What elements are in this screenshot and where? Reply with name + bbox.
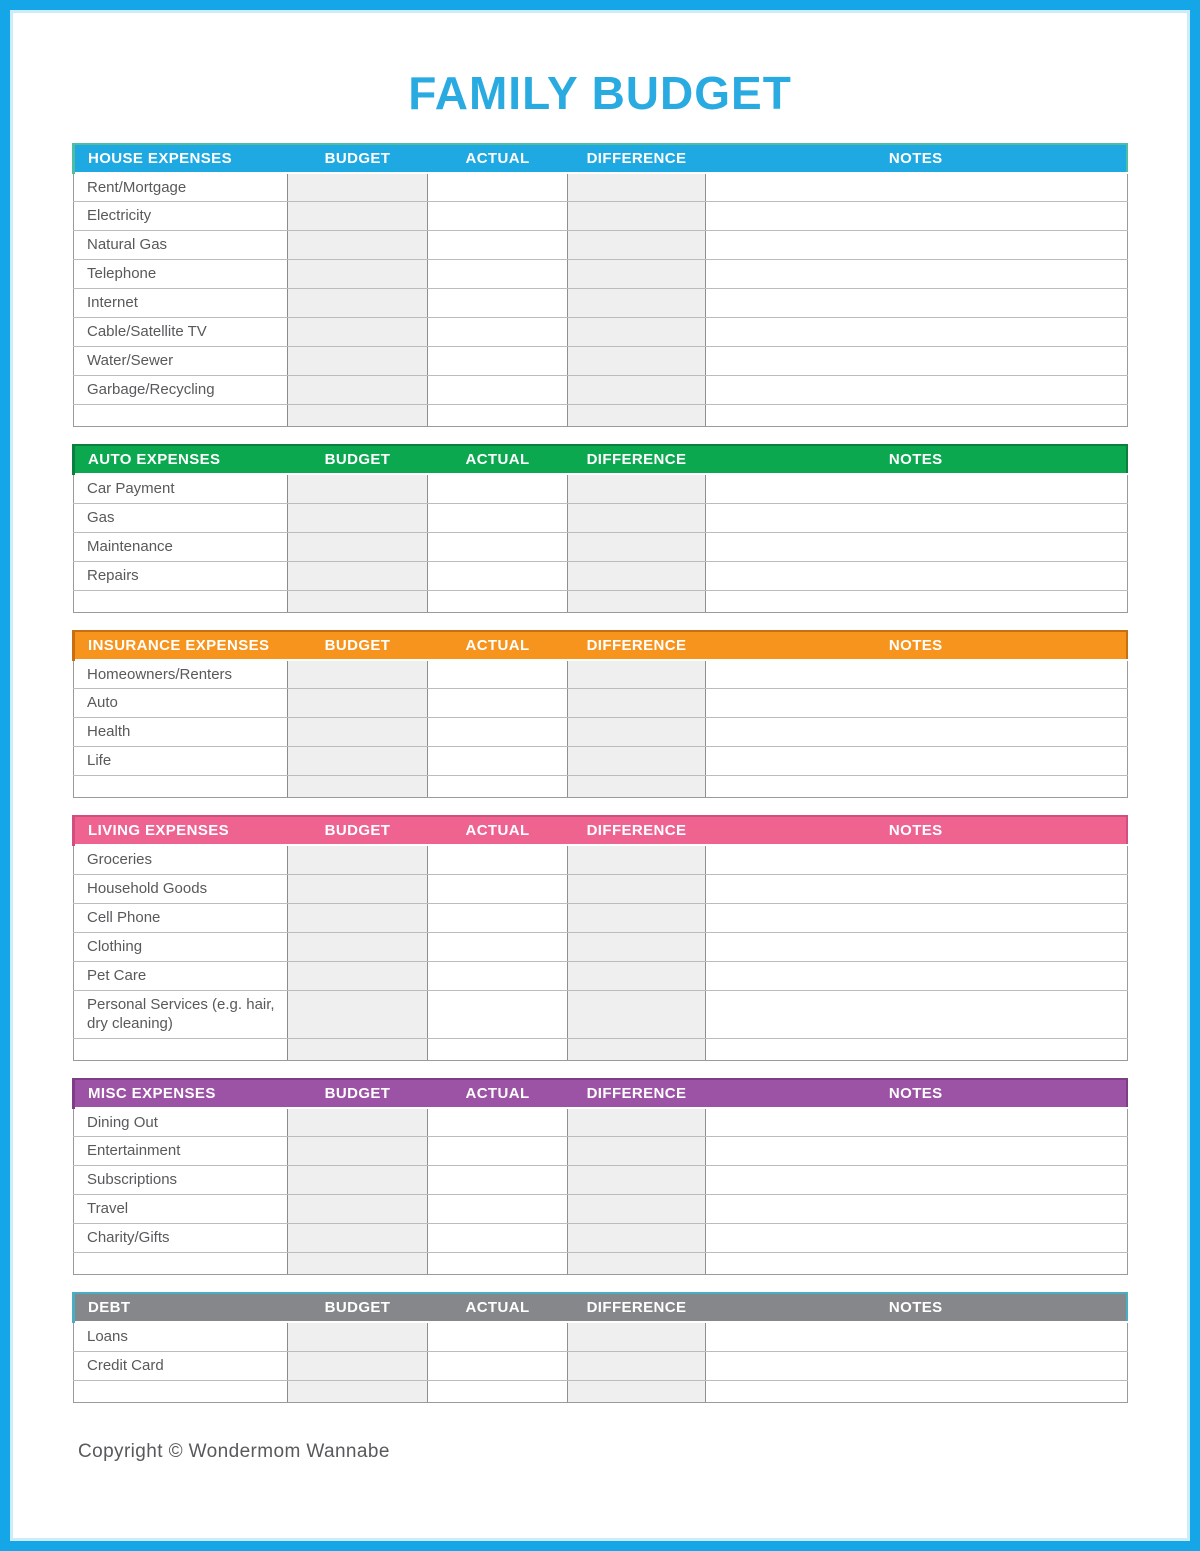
empty-row xyxy=(74,1038,1128,1060)
difference-cell[interactable] xyxy=(568,376,706,405)
column-header-difference: DIFFERENCE xyxy=(568,1293,706,1322)
notes-cell[interactable] xyxy=(706,405,1128,427)
budget-cell[interactable] xyxy=(288,990,428,1038)
expense-label: Dining Out xyxy=(74,1108,288,1137)
budget-cell[interactable] xyxy=(288,961,428,990)
actual-cell[interactable] xyxy=(428,474,568,503)
notes-cell[interactable] xyxy=(706,990,1128,1038)
expense-row xyxy=(74,990,1128,1038)
budget-cell[interactable] xyxy=(288,1380,428,1402)
budget-cell[interactable] xyxy=(288,1195,428,1224)
expense-row xyxy=(74,561,1128,590)
expense-label: Credit Card xyxy=(74,1351,288,1380)
column-header-budget: BUDGET xyxy=(288,816,428,845)
actual-cell[interactable] xyxy=(428,1108,568,1137)
expense-label: Telephone xyxy=(74,260,288,289)
notes-cell[interactable] xyxy=(706,1253,1128,1275)
difference-cell[interactable] xyxy=(568,1224,706,1253)
expense-label: Health xyxy=(74,718,288,747)
expense-row xyxy=(74,1108,1128,1137)
budget-cell[interactable] xyxy=(288,289,428,318)
notes-cell[interactable] xyxy=(706,903,1128,932)
budget-cell[interactable] xyxy=(288,903,428,932)
column-header-actual: ACTUAL xyxy=(428,445,568,474)
expense-row xyxy=(74,1137,1128,1166)
budget-cell[interactable] xyxy=(288,718,428,747)
difference-cell[interactable] xyxy=(568,260,706,289)
expense-row xyxy=(74,1322,1128,1351)
notes-cell[interactable] xyxy=(706,347,1128,376)
difference-cell[interactable] xyxy=(568,1195,706,1224)
column-header-budget: BUDGET xyxy=(288,1079,428,1108)
notes-cell[interactable] xyxy=(706,474,1128,503)
expense-label: Water/Sewer xyxy=(74,347,288,376)
expense-label xyxy=(74,590,288,612)
expense-label: Homeowners/Renters xyxy=(74,660,288,689)
difference-cell[interactable] xyxy=(568,1166,706,1195)
notes-cell[interactable] xyxy=(706,1322,1128,1351)
actual-cell[interactable] xyxy=(428,1380,568,1402)
expense-row xyxy=(74,173,1128,202)
sections-container xyxy=(72,143,1128,1403)
actual-cell[interactable] xyxy=(428,405,568,427)
budget-cell[interactable] xyxy=(288,590,428,612)
expense-row xyxy=(74,532,1128,561)
expense-label: Charity/Gifts xyxy=(74,1224,288,1253)
difference-cell[interactable] xyxy=(568,532,706,561)
notes-cell[interactable] xyxy=(706,1137,1128,1166)
expense-row xyxy=(74,718,1128,747)
difference-cell[interactable] xyxy=(568,1108,706,1137)
difference-cell[interactable] xyxy=(568,932,706,961)
notes-cell[interactable] xyxy=(706,874,1128,903)
expense-row xyxy=(74,903,1128,932)
budget-cell[interactable] xyxy=(288,347,428,376)
column-header-notes: NOTES xyxy=(706,631,1128,660)
difference-cell[interactable] xyxy=(568,845,706,874)
expense-section-table-misc xyxy=(72,1078,1128,1276)
expense-row xyxy=(74,1166,1128,1195)
expense-label xyxy=(74,1038,288,1060)
notes-cell[interactable] xyxy=(706,1166,1128,1195)
budget-cell[interactable] xyxy=(288,1108,428,1137)
expense-section-table-debt xyxy=(72,1292,1128,1403)
expense-section-table-house xyxy=(72,143,1128,428)
column-header-actual: ACTUAL xyxy=(428,1079,568,1108)
actual-cell[interactable] xyxy=(428,1195,568,1224)
notes-cell[interactable] xyxy=(706,776,1128,798)
difference-cell[interactable] xyxy=(568,1322,706,1351)
actual-cell[interactable] xyxy=(428,561,568,590)
actual-cell[interactable] xyxy=(428,590,568,612)
section-header-row xyxy=(74,144,1128,173)
budget-cell[interactable] xyxy=(288,845,428,874)
difference-cell[interactable] xyxy=(568,990,706,1038)
notes-cell[interactable] xyxy=(706,1108,1128,1137)
difference-cell[interactable] xyxy=(568,660,706,689)
section-header-row xyxy=(74,631,1128,660)
expense-label: Rent/Mortgage xyxy=(74,173,288,202)
actual-cell[interactable] xyxy=(428,660,568,689)
column-header-budget: BUDGET xyxy=(288,445,428,474)
difference-cell[interactable] xyxy=(568,318,706,347)
copyright-text: Copyright © Wondermom Wannabe xyxy=(78,1440,390,1462)
column-header-actual: ACTUAL xyxy=(428,144,568,173)
section-title-house: HOUSE EXPENSES xyxy=(74,144,288,173)
section-title-living: LIVING EXPENSES xyxy=(74,816,288,845)
empty-row xyxy=(74,776,1128,798)
difference-cell[interactable] xyxy=(568,503,706,532)
expense-row xyxy=(74,202,1128,231)
notes-cell[interactable] xyxy=(706,932,1128,961)
notes-cell[interactable] xyxy=(706,503,1128,532)
notes-cell[interactable] xyxy=(706,660,1128,689)
difference-cell[interactable] xyxy=(568,231,706,260)
notes-cell[interactable] xyxy=(706,1351,1128,1380)
budget-cell[interactable] xyxy=(288,1166,428,1195)
expense-label: Loans xyxy=(74,1322,288,1351)
actual-cell[interactable] xyxy=(428,503,568,532)
expense-row xyxy=(74,347,1128,376)
difference-cell[interactable] xyxy=(568,1380,706,1402)
notes-cell[interactable] xyxy=(706,689,1128,718)
expense-label: Garbage/Recycling xyxy=(74,376,288,405)
expense-label: Entertainment xyxy=(74,1137,288,1166)
expense-row xyxy=(74,231,1128,260)
column-header-actual: ACTUAL xyxy=(428,631,568,660)
expense-label xyxy=(74,1380,288,1402)
expense-label: Car Payment xyxy=(74,474,288,503)
difference-cell[interactable] xyxy=(568,405,706,427)
notes-cell[interactable] xyxy=(706,260,1128,289)
actual-cell[interactable] xyxy=(428,874,568,903)
expense-label: Auto xyxy=(74,689,288,718)
actual-cell[interactable] xyxy=(428,776,568,798)
actual-cell[interactable] xyxy=(428,903,568,932)
budget-cell[interactable] xyxy=(288,260,428,289)
expense-label: Personal Services (e.g. hair, dry cleaning) xyxy=(74,990,288,1038)
column-header-difference: DIFFERENCE xyxy=(568,144,706,173)
notes-cell[interactable] xyxy=(706,231,1128,260)
difference-cell[interactable] xyxy=(568,289,706,318)
expense-row xyxy=(74,289,1128,318)
budget-cell[interactable] xyxy=(288,1224,428,1253)
expense-label: Electricity xyxy=(74,202,288,231)
actual-cell[interactable] xyxy=(428,1038,568,1060)
actual-cell[interactable] xyxy=(428,289,568,318)
difference-cell[interactable] xyxy=(568,874,706,903)
budget-cell[interactable] xyxy=(288,561,428,590)
actual-cell[interactable] xyxy=(428,173,568,202)
expense-row xyxy=(74,376,1128,405)
expense-label: Groceries xyxy=(74,845,288,874)
expense-label: Gas xyxy=(74,503,288,532)
expense-row xyxy=(74,318,1128,347)
actual-cell[interactable] xyxy=(428,202,568,231)
expense-row xyxy=(74,874,1128,903)
budget-cell[interactable] xyxy=(288,874,428,903)
budget-cell[interactable] xyxy=(288,173,428,202)
expense-label xyxy=(74,776,288,798)
expense-row xyxy=(74,1351,1128,1380)
expense-row xyxy=(74,845,1128,874)
notes-cell[interactable] xyxy=(706,376,1128,405)
section-title-misc: MISC EXPENSES xyxy=(74,1079,288,1108)
difference-cell[interactable] xyxy=(568,1038,706,1060)
column-header-notes: NOTES xyxy=(706,1079,1128,1108)
actual-cell[interactable] xyxy=(428,845,568,874)
difference-cell[interactable] xyxy=(568,903,706,932)
notes-cell[interactable] xyxy=(706,590,1128,612)
notes-cell[interactable] xyxy=(706,961,1128,990)
budget-cell[interactable] xyxy=(288,1253,428,1275)
empty-row xyxy=(74,590,1128,612)
difference-cell[interactable] xyxy=(568,1137,706,1166)
budget-cell[interactable] xyxy=(288,405,428,427)
budget-cell[interactable] xyxy=(288,776,428,798)
budget-cell[interactable] xyxy=(288,1351,428,1380)
expense-row xyxy=(74,961,1128,990)
column-header-notes: NOTES xyxy=(706,1293,1128,1322)
section-header-row xyxy=(74,1293,1128,1322)
notes-cell[interactable] xyxy=(706,289,1128,318)
expense-row xyxy=(74,932,1128,961)
expense-row xyxy=(74,503,1128,532)
actual-cell[interactable] xyxy=(428,1166,568,1195)
expense-label: Clothing xyxy=(74,932,288,961)
expense-label: Cable/Satellite TV xyxy=(74,318,288,347)
section-header-row xyxy=(74,1079,1128,1108)
budget-cell[interactable] xyxy=(288,474,428,503)
expense-row xyxy=(74,474,1128,503)
actual-cell[interactable] xyxy=(428,532,568,561)
column-header-actual: ACTUAL xyxy=(428,1293,568,1322)
budget-cell[interactable] xyxy=(288,1322,428,1351)
budget-cell[interactable] xyxy=(288,318,428,347)
expense-label: Travel xyxy=(74,1195,288,1224)
actual-cell[interactable] xyxy=(428,318,568,347)
expense-label: Repairs xyxy=(74,561,288,590)
notes-cell[interactable] xyxy=(706,318,1128,347)
actual-cell[interactable] xyxy=(428,718,568,747)
column-header-actual: ACTUAL xyxy=(428,816,568,845)
expense-row xyxy=(74,660,1128,689)
expense-label: Maintenance xyxy=(74,532,288,561)
budget-cell[interactable] xyxy=(288,202,428,231)
actual-cell[interactable] xyxy=(428,747,568,776)
expense-label: Cell Phone xyxy=(74,903,288,932)
column-header-budget: BUDGET xyxy=(288,144,428,173)
section-header-row xyxy=(74,816,1128,845)
expense-label xyxy=(74,405,288,427)
expense-row xyxy=(74,1224,1128,1253)
actual-cell[interactable] xyxy=(428,990,568,1038)
column-header-notes: NOTES xyxy=(706,816,1128,845)
budget-cell[interactable] xyxy=(288,1137,428,1166)
actual-cell[interactable] xyxy=(428,231,568,260)
notes-cell[interactable] xyxy=(706,532,1128,561)
budget-cell[interactable] xyxy=(288,503,428,532)
budget-cell[interactable] xyxy=(288,532,428,561)
budget-cell[interactable] xyxy=(288,231,428,260)
empty-row xyxy=(74,1253,1128,1275)
empty-row xyxy=(74,1380,1128,1402)
actual-cell[interactable] xyxy=(428,961,568,990)
difference-cell[interactable] xyxy=(568,689,706,718)
notes-cell[interactable] xyxy=(706,202,1128,231)
notes-cell[interactable] xyxy=(706,1224,1128,1253)
notes-cell[interactable] xyxy=(706,173,1128,202)
expense-row xyxy=(74,689,1128,718)
difference-cell[interactable] xyxy=(568,347,706,376)
section-header-row xyxy=(74,445,1128,474)
actual-cell[interactable] xyxy=(428,1224,568,1253)
notes-cell[interactable] xyxy=(706,1195,1128,1224)
notes-cell[interactable] xyxy=(706,718,1128,747)
actual-cell[interactable] xyxy=(428,1351,568,1380)
expense-label: Internet xyxy=(74,289,288,318)
notes-cell[interactable] xyxy=(706,561,1128,590)
expense-row xyxy=(74,1195,1128,1224)
expense-label: Natural Gas xyxy=(74,231,288,260)
budget-cell[interactable] xyxy=(288,932,428,961)
expense-label: Pet Care xyxy=(74,961,288,990)
difference-cell[interactable] xyxy=(568,718,706,747)
expense-section-table-auto xyxy=(72,444,1128,613)
empty-row xyxy=(74,405,1128,427)
column-header-notes: NOTES xyxy=(706,144,1128,173)
difference-cell[interactable] xyxy=(568,590,706,612)
budget-cell[interactable] xyxy=(288,376,428,405)
expense-row xyxy=(74,260,1128,289)
actual-cell[interactable] xyxy=(428,347,568,376)
notes-cell[interactable] xyxy=(706,1380,1128,1402)
difference-cell[interactable] xyxy=(568,561,706,590)
budget-cell[interactable] xyxy=(288,689,428,718)
expense-section-table-insurance xyxy=(72,630,1128,799)
difference-cell[interactable] xyxy=(568,1351,706,1380)
section-title-auto: AUTO EXPENSES xyxy=(74,445,288,474)
expense-section-table-living xyxy=(72,815,1128,1061)
actual-cell[interactable] xyxy=(428,376,568,405)
notes-cell[interactable] xyxy=(706,1038,1128,1060)
difference-cell[interactable] xyxy=(568,173,706,202)
actual-cell[interactable] xyxy=(428,1137,568,1166)
expense-label: Subscriptions xyxy=(74,1166,288,1195)
column-header-difference: DIFFERENCE xyxy=(568,816,706,845)
difference-cell[interactable] xyxy=(568,1253,706,1275)
budget-cell[interactable] xyxy=(288,660,428,689)
difference-cell[interactable] xyxy=(568,776,706,798)
notes-cell[interactable] xyxy=(706,747,1128,776)
budget-cell[interactable] xyxy=(288,747,428,776)
column-header-budget: BUDGET xyxy=(288,1293,428,1322)
difference-cell[interactable] xyxy=(568,474,706,503)
budget-cell[interactable] xyxy=(288,1038,428,1060)
column-header-difference: DIFFERENCE xyxy=(568,445,706,474)
page-title: FAMILY BUDGET xyxy=(408,67,792,119)
expense-label: Life xyxy=(74,747,288,776)
column-header-difference: DIFFERENCE xyxy=(568,1079,706,1108)
section-title-debt: DEBT xyxy=(74,1293,288,1322)
expense-row xyxy=(74,747,1128,776)
actual-cell[interactable] xyxy=(428,1253,568,1275)
difference-cell[interactable] xyxy=(568,202,706,231)
expense-label xyxy=(74,1253,288,1275)
section-title-insurance: INSURANCE EXPENSES xyxy=(74,631,288,660)
difference-cell[interactable] xyxy=(568,747,706,776)
actual-cell[interactable] xyxy=(428,932,568,961)
column-header-notes: NOTES xyxy=(706,445,1128,474)
notes-cell[interactable] xyxy=(706,845,1128,874)
expense-label: Household Goods xyxy=(74,874,288,903)
actual-cell[interactable] xyxy=(428,260,568,289)
difference-cell[interactable] xyxy=(568,961,706,990)
column-header-difference: DIFFERENCE xyxy=(568,631,706,660)
column-header-budget: BUDGET xyxy=(288,631,428,660)
actual-cell[interactable] xyxy=(428,689,568,718)
actual-cell[interactable] xyxy=(428,1322,568,1351)
